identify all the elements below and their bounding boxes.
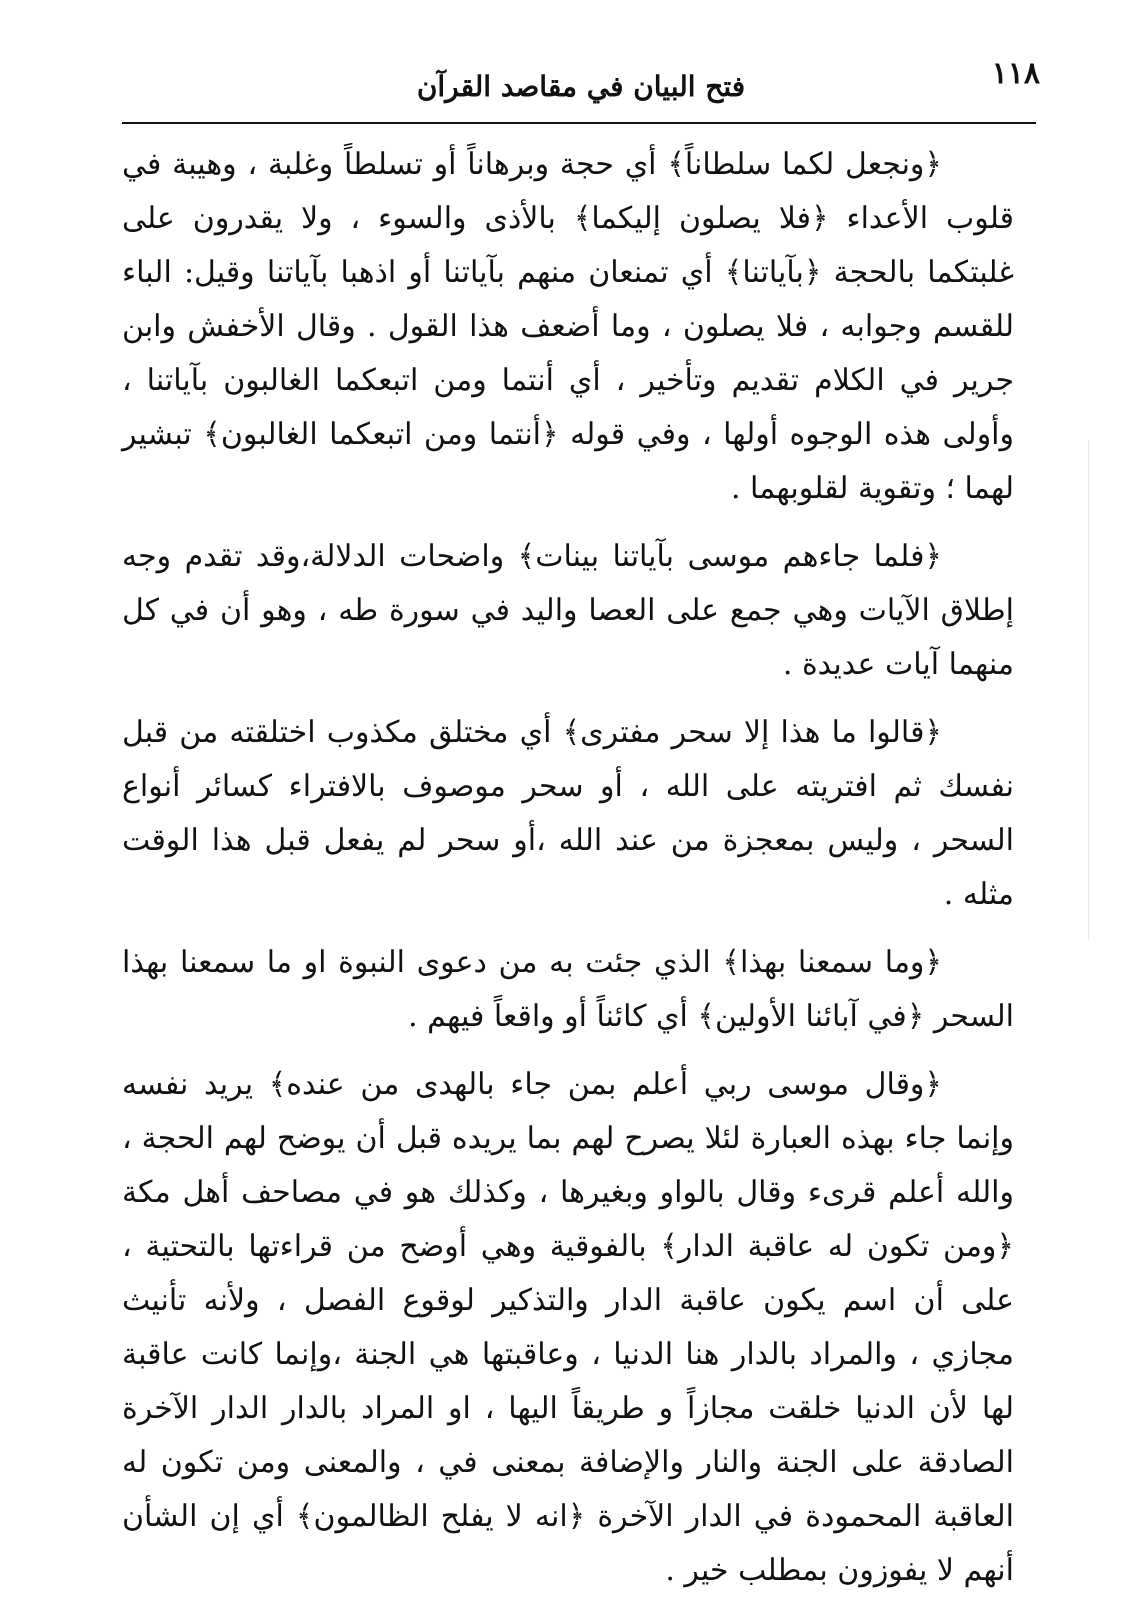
header-rule	[122, 122, 1036, 124]
page-header	[122, 50, 1040, 122]
paragraph-2: ﴿فلما جاءهم موسى بآياتنا بينات﴾ واضحات الدلالة،وقد تقدم وجه إطلاق الآيات وهي جمع على العصا واليد في سورة طه ، وهو أن في كل منهما آيات عديدة .	[122, 539, 1014, 682]
page-number: ١١٨	[991, 56, 1040, 91]
paragraph-1: ﴿ونجعل لكما سلطاناً﴾ أي حجة وبرهاناً أو تسلطاً وغلبة ، وهيبة في قلوب الأعداء ﴿فلا يصلون إليكما﴾ بالأذى والسوء ، ولا يقدرون على غلبتكما بالحجة ﴿بآياتنا﴾ أي تمنعان منهم بآياتنا أو اذهبا بآياتنا وقيل: الباء للقسم وجوابه ، فلا يصلون ، وما أضعف هذا القول . وقال الأخفش وابن جرير في الكلام تقديم وتأخير ، أي أنتما ومن اتبعكما الغالبون بآياتنا ، وأولى هذه الوجوه أولها ، وفي قوله ﴿أنتما ومن اتبعكما الغالبون﴾ تبشير لهما ؛ وتقوية لقلوبهما .	[122, 147, 1014, 506]
running-title: فتح البيان في مقاصد القرآن	[416, 70, 746, 103]
paragraph-3: ﴿قالوا ما هذا إلا سحر مفترى﴾ أي مختلق مكذوب اختلقته من قبل نفسك ثم افتريته على الله ، أو سحر موصوف بالافتراء كسائر أنواع السحر ، وليس بمعجزة من عند الله ،أو سحر لم يفعل قبل هذا الوقت مثله .	[122, 715, 1014, 912]
paragraph-4: ﴿وما سمعنا بهذا﴾ الذي جئت به من دعوى النبوة او ما سمعنا بهذا السحر ﴿في آبائنا الأولين﴾ أي كائناً أو واقعاً فيهم .	[122, 945, 1014, 1034]
scan-margin-shadow	[1088, 440, 1089, 940]
page-body	[122, 138, 1014, 1612]
paragraph-5: ﴿وقال موسى ربي أعلم بمن جاء بالهدى من عنده﴾ يريد نفسه وإنما جاء بهذه العبارة لئلا يصرح لهم بما يريده قبل أن يوضح لهم الحجة ، والله أعلم قرىء وقال بالواو وبغيرها ، وكذلك هو في مصاحف أهل مكة ﴿ومن تكون له عاقبة الدار﴾ بالفوقية وهي أوضح من قراءتها بالتحتية ، على أن اسم يكون عاقبة الدار والتذكير لوقوع الفصل ، ولأنه تأنيث مجازي ، والمراد بالدار هنا الدنيا ، وعاقبتها هي الجنة ،وإنما كانت عاقبة لها لأن الدنيا خلقت مجازاً و طريقاً اليها ، او المراد بالدار الدار الآخرة الصادقة على الجنة والنار والإضافة بمعنى في ، والمعنى ومن تكون له العاقبة المحمودة في الدار الآخرة ﴿انه لا يفلح الظالمون﴾ أي إن الشأن أنهم لا يفوزون بمطلب خير .	[122, 1067, 1014, 1588]
